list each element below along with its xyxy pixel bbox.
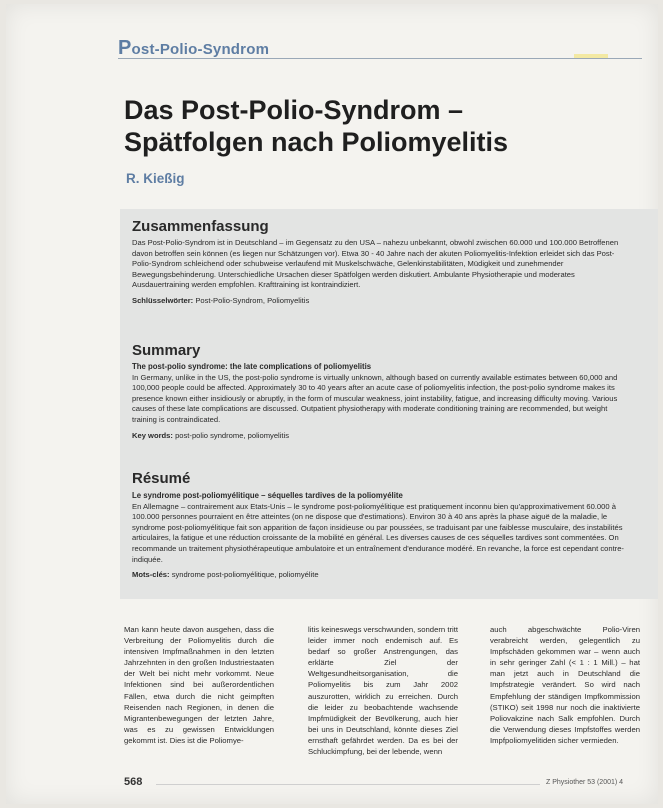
body-paragraph: Man kann heute davon ausgehen, dass die Verbreitung der Poliomyelitis durch die intensiven Impfmaßnahmen in den letzten Jahrzehnten in den großen Industriestaaten der Welt bei nicht mehr vorkommt. Neue Infektionen sind bei außerordentlichen Fällen, etwa durch die nicht geimpften Reisenden nach Regionen, in denen die Migrantenbewegungen der letzten Jahre, was es zu gewissen Entwicklungen gekommt ist. Dies ist die Poliomye-	[124, 625, 274, 745]
footer-rule	[156, 784, 540, 785]
highlight-mark	[574, 54, 608, 58]
resume-heading: Résumé	[132, 470, 191, 487]
journal-page	[6, 4, 658, 804]
article-title: Das Post-Polio-Syndrom – Spätfolgen nach Poliomyelitis	[124, 95, 509, 157]
summary-heading: Summary	[132, 342, 201, 359]
body-column-2	[308, 624, 458, 757]
running-head-text: ost-Polio-Syndrom	[131, 41, 270, 58]
journal-citation: Z Physiother 53 (2001) 4	[546, 779, 624, 786]
zusammenfassung-body: Das Post-Polio-Syndrom ist in Deutschland – im Gegensatz zu den USA – nahezu unbekannt, obwohl zwischen 60.000 und 100.000 Betroffenen davon betroffen sein können (es liegen nur Schätzungen vor). Etwa 30 - 40 Jahre nach der akuten Poliomyelitis-Infektion erleidet sich das Post-Polio-Syndrom schleichend oder schubweise verlaufend mit Muskelschwäche, Gelenkinstabilitäten, Müdigkeit und zunehmender Bewegungsbehinderung. Unterschiedliche Ursachen dieser Spätfolgen werden diskutiert. Ambulante Physiotherapie und moderates Ausdauertraining werden empfohlen. Krafttraining ist kontraindiziert.	[132, 238, 619, 290]
author-name: R. Kießig	[126, 171, 185, 186]
running-head-initial: P	[118, 37, 132, 59]
keywords-label: Mots-clés:	[132, 570, 170, 580]
running-head	[118, 37, 269, 60]
resume-subtitle: Le syndrome post-poliomyélitique – séquelles tardives de la poliomyélite	[132, 491, 403, 500]
body-column-1	[124, 624, 274, 746]
summary-keywords	[132, 431, 632, 442]
body-text	[124, 624, 652, 757]
summary-subtitle: The post-polio syndrome: the late complications of poliomyelitis	[132, 362, 372, 371]
keywords-value: post-polio syndrome, poliomyelitis	[175, 430, 290, 440]
body-column-3	[490, 624, 640, 746]
body-paragraph: litis keineswegs verschwunden, sondern tritt leider immer noch endemisch auf. Es bedarf so großer Anstrengungen, das erklärte Ziel der Weltgesundheitsorganisation, die Poliomyelitis bis zum Jahr 2002 auszurotten, wirklich zu erreichen. Durch die leider zu beobachtende wachsende Impfmüdigkeit der Bevölkerung, auch hier bei uns in Deutschland, könnte dieses Ziel ernsthaft gefährdet werden. Da es bei der Schluckimpfung, bei der lebende, wenn	[308, 625, 458, 757]
zusammenfassung-section	[132, 238, 632, 307]
summary-body: In Germany, unlike in the US, the post-polio syndrome is virtually unknown, although based on currently available estimates between 60,000 and 100,000 people could be affected. Approximately 30 to 40 years after an acute case of poliomyelitis infection, the post-polio syndrome makes its presence known either insidiously or abruptly, in the form of muscular weakness, joint instability, fatigue, and increasing difficulty moving. Various causes of these late complications are discussed. Outpatient physiotherapy with moderate conditioning training are recommended, but weight training is contraindicated.	[132, 372, 618, 424]
keywords-label: Key words:	[132, 430, 173, 440]
resume-body: En Allemagne – contrairement aux Etats-Unis – le syndrome post-poliomyélitique est pratiquement inconnu bien qu'approximativement 60.000 à 100.000 personnes pourraient en être atteintes (on ne dispose que d'estimations). Environ 30 à 40 ans après la phase aiguë de la maladie, le syndrome post-poliomyélitique fait son apparition de façon insidieuse ou par poussées, se traduisant par une faiblesse musculaire, des instabilités articulaires, la fatigue et une réduction croissante de la mobilité en général. Les diverses causes de ces séquelles tardives sont commentées. On recommande un traitement physiothérapeutique ambulatoire et un entraînement d'endurance modéré. En revanche, la force est cependant contre-indiquée.	[132, 501, 624, 564]
body-paragraph: auch abgeschwächte Polio-Viren verabreicht werden, gelegentlich zu Impfschäden gekommen war – wenn auch in sehr geringer Zahl (< 1 : 1 Mill.) – hat man jetzt auch in Deutschland die Impfstrategie verändert. So wird nach Empfehlung der ständigen Impfkommission (STIKO) seit 1998 nur noch die inaktivierte Poliovakzine nach Salk empfohlen. Durch die Verwendung dieses Impfstoffes werden Impfpoliomyelitiden sicher vermieden.	[490, 625, 640, 745]
zusammenfassung-heading: Zusammenfassung	[132, 218, 269, 235]
resume-section	[132, 491, 632, 581]
summary-section	[132, 362, 632, 441]
zusammenfassung-keywords	[132, 296, 632, 307]
keywords-value: syndrome post-poliomyélitique, poliomyélite	[171, 570, 319, 580]
keywords-value: Post-Polio-Syndrom, Poliomyelitis	[195, 295, 310, 305]
keywords-label: Schlüsselwörter:	[132, 295, 194, 305]
page-number: 568	[124, 776, 143, 788]
resume-keywords	[132, 570, 632, 581]
header-rule	[118, 58, 642, 59]
